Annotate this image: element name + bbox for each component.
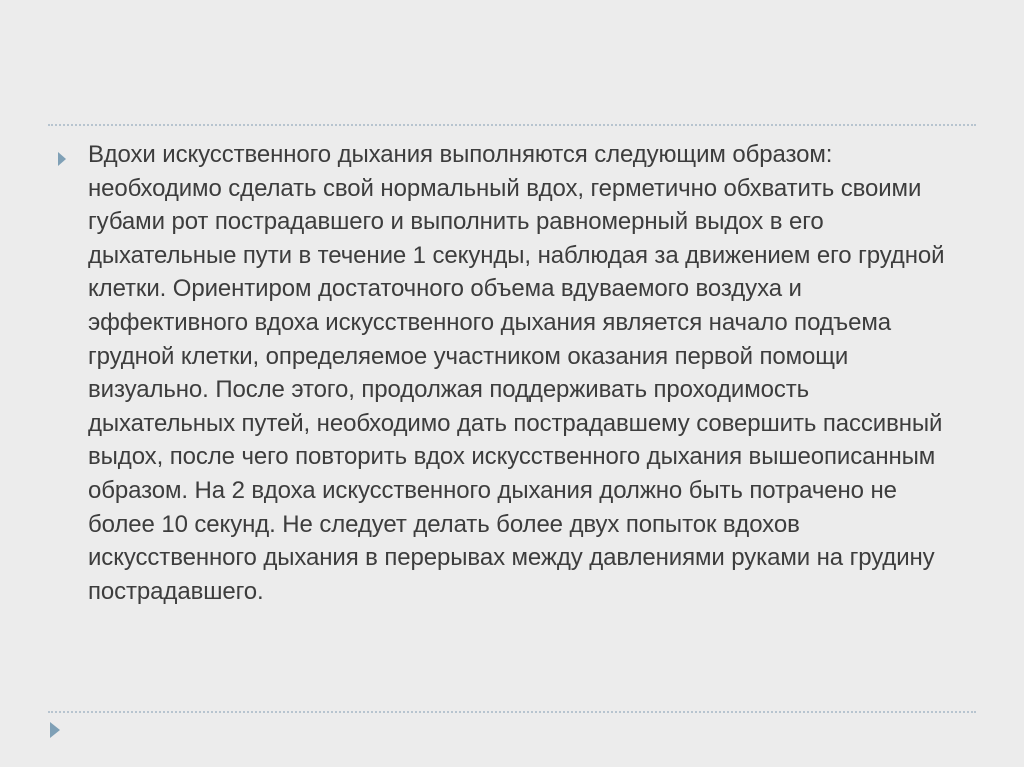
bullet-paragraph <box>58 138 958 608</box>
triangle-bullet-icon <box>58 152 66 166</box>
triangle-corner-icon <box>50 722 60 738</box>
top-divider <box>48 124 976 126</box>
bottom-divider <box>48 711 976 713</box>
paragraph-text: Вдохи искусственного дыхания выполняются следующим образом: необходимо сделать свой нормальный вдох, герметично обхватить своими губами рот пострадавшего и выполнить равномерный выдох в его дыхательные пути в течение 1 секунды, наблюдая за движением его грудной клетки. Ориентиром достаточного объема вдуваемого воздуха и эффективного вдоха искусственного дыхания является начало подъема грудной клетки, определяемое участником оказания первой помощи визуально. После этого, продолжая поддерживать проходимость дыхательных путей, необходимо дать пострадавшему совершить пассивный выдох, после чего повторить вдох искусственного дыхания вышеописанным образом. На 2 вдоха искусственного дыхания должно быть потрачено не более 10 секунд. Не следует делать более двух попыток вдохов искусственного дыхания в перерывах между давлениями руками на грудину пострадавшего. <box>88 141 945 605</box>
